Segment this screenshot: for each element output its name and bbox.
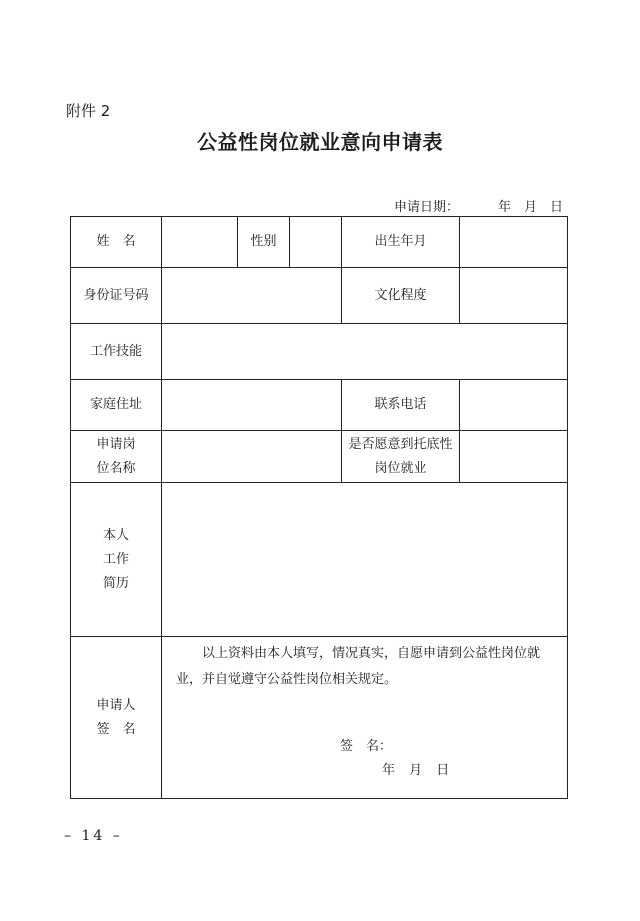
skills-field[interactable] — [162, 324, 568, 380]
id-number-field[interactable] — [162, 268, 342, 324]
gender-field[interactable] — [290, 217, 342, 268]
apply-date-day: 日 — [550, 200, 564, 215]
signature-date: 年 月 日 — [382, 763, 450, 778]
position-label-line-2: 位名称 — [96, 460, 136, 476]
declaration-cell — [162, 637, 568, 799]
attachment-label: 附件 2 — [66, 102, 111, 120]
education-label: 文化程度 — [342, 268, 460, 324]
fallback-label-line-2: 岗位就业 — [374, 460, 427, 476]
apply-date-year: 年 — [498, 200, 512, 215]
skills-label: 工作技能 — [71, 324, 162, 380]
position-field[interactable] — [162, 431, 342, 483]
resume-label — [71, 483, 162, 637]
fallback-label-line-1: 是否愿意到托底性 — [348, 436, 453, 452]
address-field[interactable] — [162, 380, 342, 431]
birth-field[interactable] — [460, 217, 568, 268]
position-label-line-1: 申请岗 — [96, 436, 136, 452]
declaration-text: 以上资料由本人填写，情况真实，自愿申请到公益性岗位就业，并自觉遵守公益性岗位相关规定。 — [176, 646, 541, 687]
birth-label: 出生年月 — [342, 217, 460, 268]
signer-label-line-1: 申请人 — [96, 697, 136, 713]
signer-label — [71, 637, 162, 799]
document-title: 公益性岗位就业意向申请表 — [197, 130, 443, 154]
application-form-table — [70, 216, 568, 799]
resume-label-line-2: 工作 — [102, 551, 129, 567]
name-label: 姓 名 — [71, 217, 162, 268]
phone-field[interactable] — [460, 380, 568, 431]
id-number-label: 身份证号码 — [71, 268, 162, 324]
resume-field[interactable] — [162, 483, 568, 637]
page-number: – 14 – — [64, 828, 123, 844]
apply-date-label: 申请日期： — [394, 200, 460, 215]
fallback-position-label — [342, 431, 460, 483]
education-field[interactable] — [460, 268, 568, 324]
address-label: 家庭住址 — [71, 380, 162, 431]
position-label — [71, 431, 162, 483]
resume-label-line-1: 本人 — [102, 527, 129, 543]
signature-label: 签 名： — [340, 739, 393, 754]
signer-label-line-2: 签 名 — [96, 721, 136, 737]
resume-label-line-3: 简历 — [102, 575, 129, 591]
apply-date-month: 月 — [524, 200, 538, 215]
name-field[interactable] — [162, 217, 238, 268]
phone-label: 联系电话 — [342, 380, 460, 431]
fallback-position-field[interactable] — [460, 431, 568, 483]
gender-label: 性别 — [238, 217, 290, 268]
